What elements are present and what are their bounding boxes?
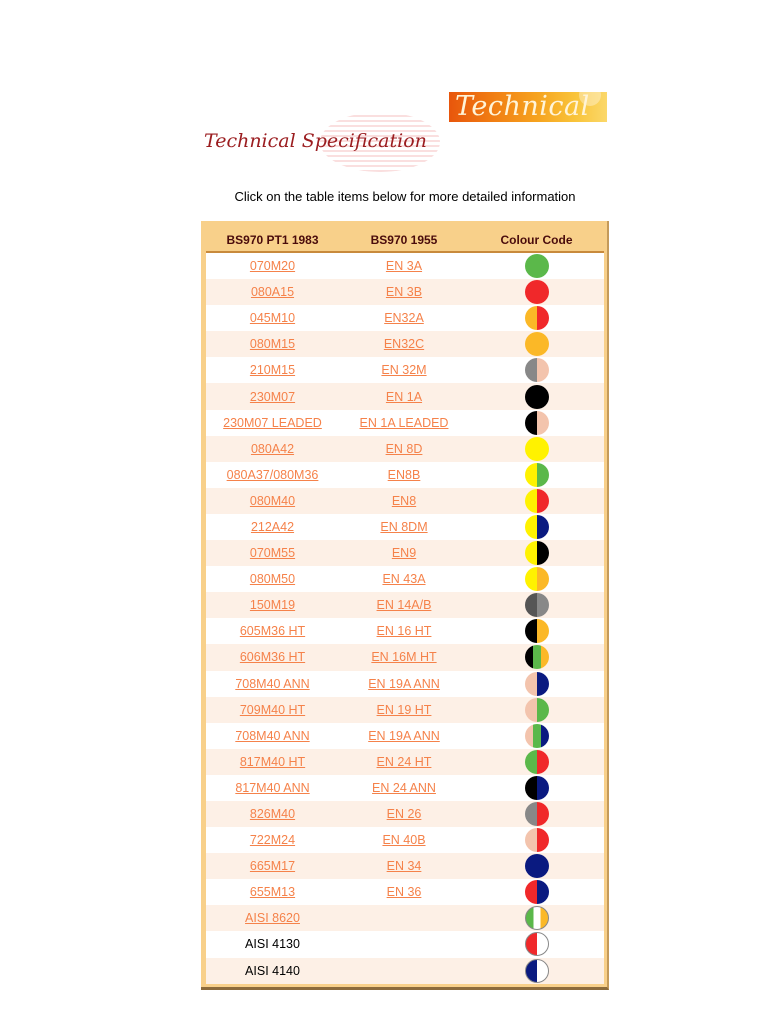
bs1983-cell <box>206 462 339 488</box>
bs1983-link[interactable]: 817M40 ANN <box>235 780 310 795</box>
colour-code-cell <box>469 671 604 697</box>
bs1955-link[interactable]: EN 8DM <box>380 519 428 534</box>
table-row <box>206 566 604 592</box>
colour-code-cell <box>469 644 604 670</box>
bs1955-cell <box>339 801 469 827</box>
bs1955-link[interactable]: EN 36 <box>386 885 422 900</box>
spec-table-frame <box>201 221 609 990</box>
bs1955-link[interactable]: EN 3B <box>385 285 423 300</box>
table-row <box>206 697 604 723</box>
bs1955-cell <box>339 252 469 279</box>
bs1955-cell <box>339 566 469 592</box>
header-bs970-1983: BS970 PT1 1983 <box>206 228 339 252</box>
bs1955-cell <box>339 853 469 879</box>
bs1983-link[interactable]: 722M24 <box>249 833 296 848</box>
bs1955-cell <box>339 905 469 931</box>
colour-code-dot <box>525 645 549 669</box>
colour-code-cell <box>469 540 604 566</box>
colour-code-dot <box>525 541 549 565</box>
bs1983-link[interactable]: 606M36 HT <box>239 650 306 665</box>
colour-code-dot <box>525 411 549 435</box>
bs1983-link[interactable]: 709M40 HT <box>239 702 306 717</box>
bs1955-link[interactable]: EN 16 HT <box>376 624 432 639</box>
bs1955-cell <box>339 331 469 357</box>
bs1955-link[interactable]: EN8B <box>387 467 421 482</box>
colour-code-cell <box>469 931 604 957</box>
bs1983-link[interactable]: 080M15 <box>249 337 296 352</box>
bs1955-link[interactable]: EN 26 <box>386 807 422 822</box>
bs1955-cell <box>339 488 469 514</box>
colour-code-cell <box>469 879 604 905</box>
colour-code-cell <box>469 305 604 331</box>
table-row <box>206 436 604 462</box>
colour-code-cell <box>469 592 604 618</box>
table-row <box>206 618 604 644</box>
bs1983-cell <box>206 723 339 749</box>
table-row <box>206 410 604 436</box>
bs1955-link[interactable]: EN9 <box>391 546 417 561</box>
table-row <box>206 488 604 514</box>
bs1983-link[interactable]: 070M20 <box>249 259 296 274</box>
bs1983-cell <box>206 383 339 409</box>
colour-code-cell <box>469 279 604 305</box>
colour-code-cell <box>469 618 604 644</box>
bs1955-link[interactable]: EN 8D <box>385 441 423 456</box>
colour-code-dot <box>525 385 549 409</box>
bs1983-cell <box>206 749 339 775</box>
table-row <box>206 749 604 775</box>
colour-code-dot <box>525 254 549 278</box>
colour-code-dot <box>525 358 549 382</box>
bs1983-link[interactable]: 212A42 <box>250 519 295 534</box>
colour-code-dot <box>525 776 549 800</box>
colour-code-dot <box>525 515 549 539</box>
colour-code-cell <box>469 410 604 436</box>
bs1955-cell <box>339 618 469 644</box>
colour-code-cell <box>469 566 604 592</box>
bs1983-cell <box>206 410 339 436</box>
table-row <box>206 514 604 540</box>
bs1955-link[interactable]: EN 19A ANN <box>368 676 440 691</box>
bs1955-cell <box>339 305 469 331</box>
bs1983-cell <box>206 488 339 514</box>
header-colour-code: Colour Code <box>469 228 604 252</box>
colour-code-cell <box>469 905 604 931</box>
colour-code-dot <box>525 567 549 591</box>
bs1955-cell <box>339 723 469 749</box>
colour-code-dot <box>525 959 549 983</box>
colour-code-dot <box>525 332 549 356</box>
colour-code-cell <box>469 252 604 279</box>
bs1983-link[interactable]: 210M15 <box>249 363 296 378</box>
bs1955-cell <box>339 775 469 801</box>
bs1983-cell <box>206 958 339 984</box>
bs1983-link[interactable]: 817M40 HT <box>239 754 306 769</box>
spec-table <box>206 228 604 984</box>
colour-code-dot <box>525 802 549 826</box>
bs1955-link[interactable]: EN 24 ANN <box>372 780 436 795</box>
bs1955-cell <box>339 749 469 775</box>
bs1983-link[interactable]: 708M40 ANN <box>235 728 310 743</box>
table-row <box>206 801 604 827</box>
bs1983-cell <box>206 305 339 331</box>
table-row <box>206 383 604 409</box>
bs1983-cell <box>206 827 339 853</box>
bs1955-cell <box>339 592 469 618</box>
bs1983-cell <box>206 775 339 801</box>
table-body <box>206 252 604 984</box>
colour-code-dot <box>525 672 549 696</box>
bs1955-link[interactable]: EN 32M <box>381 363 427 378</box>
colour-code-dot <box>525 593 549 617</box>
bs1955-cell <box>339 958 469 984</box>
colour-code-cell <box>469 801 604 827</box>
table-row <box>206 331 604 357</box>
bs1983-cell <box>206 331 339 357</box>
bs1955-cell <box>339 540 469 566</box>
bs1955-cell <box>339 383 469 409</box>
header-bs970-1955: BS970 1955 <box>339 228 469 252</box>
page-title: Technical Specification <box>204 130 427 152</box>
bs1983-cell <box>206 540 339 566</box>
bs1983-cell <box>206 436 339 462</box>
bs1983-link[interactable]: 150M19 <box>249 598 296 613</box>
bs1983-cell <box>206 697 339 723</box>
bs1955-link[interactable]: EN 3A <box>385 259 423 274</box>
bs1983-cell <box>206 644 339 670</box>
colour-code-dot <box>525 750 549 774</box>
bs1983-cell <box>206 801 339 827</box>
colour-code-dot <box>525 854 549 878</box>
bs1983-text: AISI 4130 <box>245 937 300 952</box>
bs1955-link[interactable]: EN8 <box>391 493 417 508</box>
colour-code-cell <box>469 827 604 853</box>
colour-code-dot <box>525 280 549 304</box>
bs1955-link[interactable]: EN 19 HT <box>376 702 432 717</box>
table-row <box>206 644 604 670</box>
colour-code-dot <box>525 932 549 956</box>
bs1983-link[interactable]: 708M40 ANN <box>235 676 310 691</box>
bs1955-link[interactable]: EN 34 <box>386 859 422 874</box>
table-row <box>206 252 604 279</box>
bs1983-link[interactable]: 080A42 <box>250 441 295 456</box>
bs1983-cell <box>206 853 339 879</box>
bs1983-cell <box>206 671 339 697</box>
bs1983-cell <box>206 618 339 644</box>
colour-code-cell <box>469 462 604 488</box>
colour-code-cell <box>469 853 604 879</box>
bs1955-cell <box>339 410 469 436</box>
bs1955-link[interactable]: EN 40B <box>382 833 426 848</box>
bs1983-link[interactable]: 230M07 <box>249 389 296 404</box>
table-row <box>206 879 604 905</box>
colour-code-cell <box>469 331 604 357</box>
bs1983-link[interactable]: 080M50 <box>249 572 296 587</box>
bs1955-cell <box>339 279 469 305</box>
bs1955-cell <box>339 879 469 905</box>
bs1955-cell <box>339 671 469 697</box>
colour-code-dot <box>525 828 549 852</box>
colour-code-cell <box>469 749 604 775</box>
bs1983-cell <box>206 566 339 592</box>
colour-code-cell <box>469 488 604 514</box>
technical-banner <box>449 92 607 122</box>
colour-code-cell <box>469 697 604 723</box>
bs1983-cell <box>206 905 339 931</box>
bs1983-link[interactable]: 080M40 <box>249 493 296 508</box>
bs1955-link[interactable]: EN 1A <box>385 389 423 404</box>
colour-code-dot <box>525 724 549 748</box>
bs1955-cell <box>339 514 469 540</box>
bs1983-cell <box>206 931 339 957</box>
table-row <box>206 305 604 331</box>
colour-code-cell <box>469 723 604 749</box>
colour-code-cell <box>469 357 604 383</box>
table-row <box>206 958 604 984</box>
bs1983-cell <box>206 514 339 540</box>
bs1983-link[interactable]: 665M17 <box>249 859 296 874</box>
colour-code-dot <box>525 463 549 487</box>
bs1955-cell <box>339 644 469 670</box>
bs1983-link[interactable]: 826M40 <box>249 807 296 822</box>
banner-title: Technical <box>455 92 590 122</box>
bs1983-cell <box>206 252 339 279</box>
heading-block <box>200 112 440 172</box>
bs1955-link[interactable]: EN 1A LEADED <box>359 415 449 430</box>
instructions-text: Click on the table items below for more detailed information <box>234 189 576 204</box>
table-row <box>206 853 604 879</box>
colour-code-cell <box>469 775 604 801</box>
colour-code-dot <box>525 698 549 722</box>
table-header-row <box>206 228 604 252</box>
bs1983-link[interactable]: AISI 8620 <box>245 911 300 926</box>
bs1983-link[interactable]: 070M55 <box>249 546 296 561</box>
bs1955-cell <box>339 357 469 383</box>
table-row <box>206 279 604 305</box>
bs1955-cell <box>339 827 469 853</box>
colour-code-dot <box>525 489 549 513</box>
table-row <box>206 462 604 488</box>
bs1983-link[interactable]: 605M36 HT <box>239 624 306 639</box>
bs1955-link[interactable]: EN 19A ANN <box>368 728 440 743</box>
bs1955-link[interactable]: EN 14A/B <box>376 598 432 613</box>
bs1983-link[interactable]: 655M13 <box>249 885 296 900</box>
bs1983-link[interactable]: 230M07 LEADED <box>223 415 322 430</box>
colour-code-dot <box>525 619 549 643</box>
colour-code-dot <box>525 437 549 461</box>
colour-code-dot <box>525 306 549 330</box>
bs1955-cell <box>339 931 469 957</box>
bs1955-link[interactable]: EN 16M HT <box>371 650 437 665</box>
bs1983-cell <box>206 592 339 618</box>
table-row <box>206 357 604 383</box>
table-row <box>206 905 604 931</box>
colour-code-cell <box>469 383 604 409</box>
bs1955-cell <box>339 436 469 462</box>
bs1983-cell <box>206 279 339 305</box>
table-row <box>206 931 604 957</box>
colour-code-cell <box>469 436 604 462</box>
colour-code-dot <box>525 906 549 930</box>
table-row <box>206 723 604 749</box>
table-row <box>206 775 604 801</box>
bs1983-cell <box>206 879 339 905</box>
bs1955-link[interactable]: EN32A <box>384 311 424 326</box>
bs1955-link[interactable]: EN 43A <box>382 572 426 587</box>
colour-code-cell <box>469 514 604 540</box>
bs1955-cell <box>339 462 469 488</box>
table-row <box>206 540 604 566</box>
table-row <box>206 671 604 697</box>
bs1983-link[interactable]: 080A15 <box>250 285 295 300</box>
bs1983-text: AISI 4140 <box>245 963 300 978</box>
table-row <box>206 592 604 618</box>
colour-code-cell <box>469 958 604 984</box>
bs1955-link[interactable]: EN 24 HT <box>376 754 432 769</box>
bs1983-link[interactable]: 080A37/080M36 <box>226 467 319 482</box>
bs1955-link[interactable]: EN32C <box>383 337 425 352</box>
bs1983-cell <box>206 357 339 383</box>
bs1983-link[interactable]: 045M10 <box>249 311 296 326</box>
table-row <box>206 827 604 853</box>
bs1955-cell <box>339 697 469 723</box>
colour-code-dot <box>525 880 549 904</box>
